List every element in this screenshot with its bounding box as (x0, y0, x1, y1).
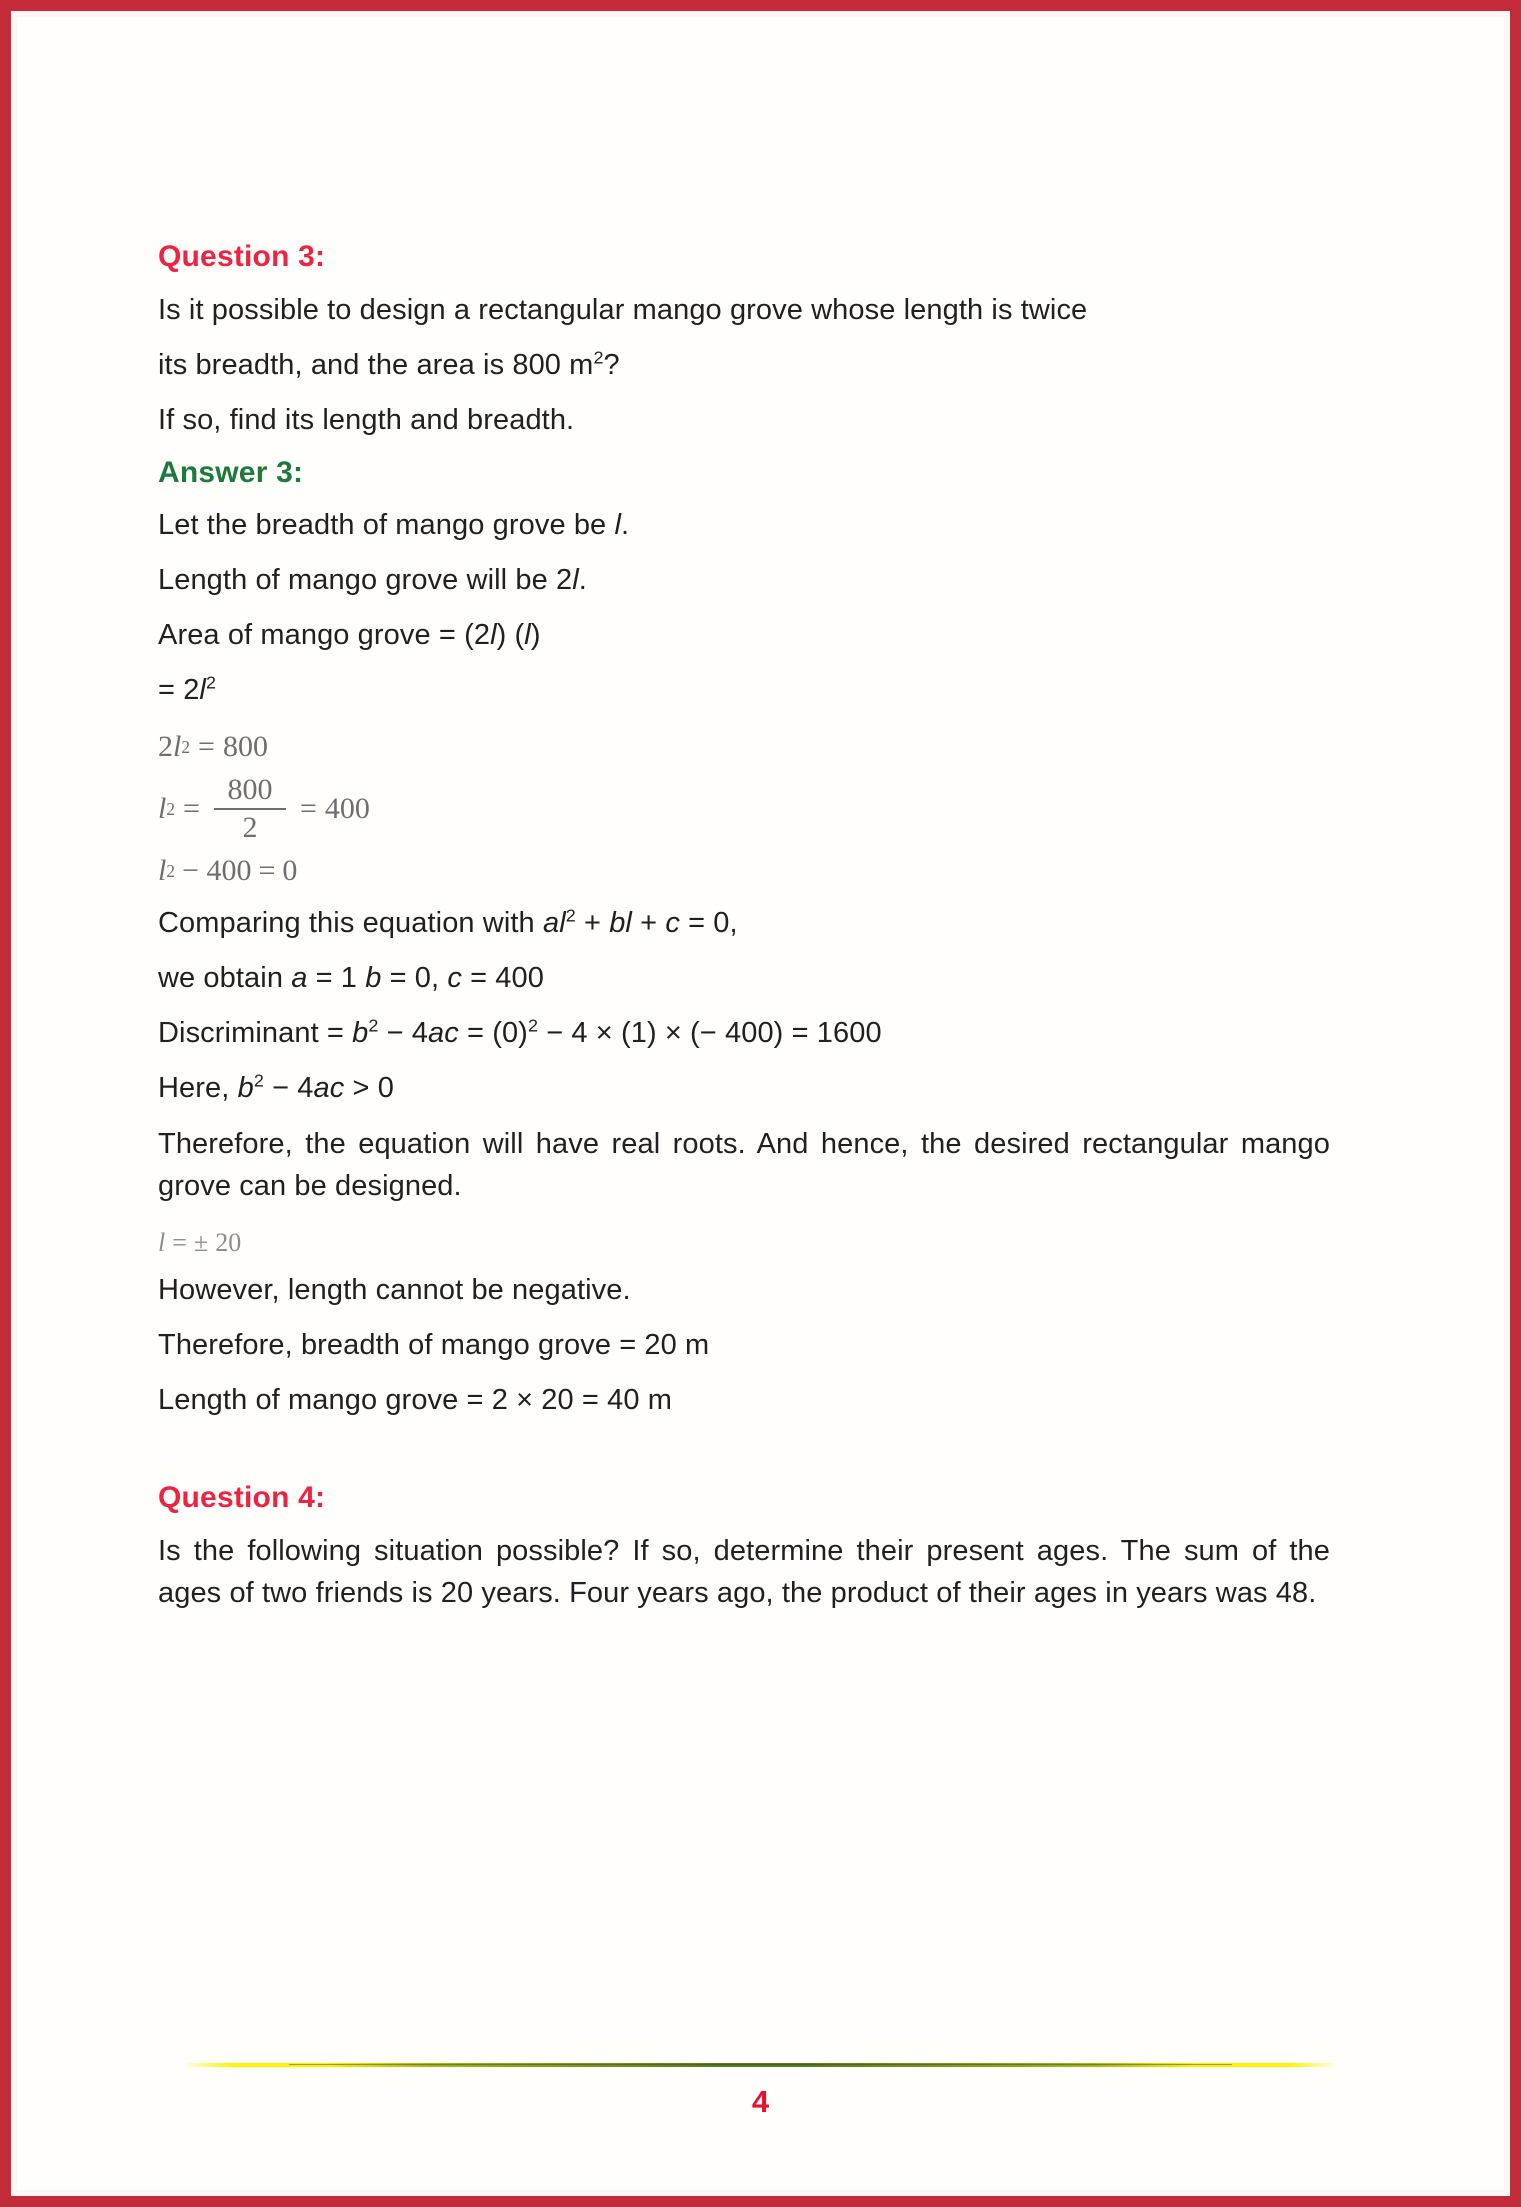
here-middle: − 4 (263, 1072, 314, 1105)
answer-3-length-prefix: Length of mango grove will be 2 (158, 564, 573, 597)
equation-l-equals-plus-minus-20 (158, 1229, 1330, 1256)
answer-3-area-middle: ) ( (496, 619, 525, 652)
equation-2-equals-second: = (299, 792, 317, 826)
equation-image-block (158, 731, 1330, 886)
equation-2l2-equals-800: 2 l 2 = 800 (158, 730, 268, 764)
equation-4-equals: = (172, 1227, 187, 1257)
equation-l2-equals-800-over-2: l 2 = $\frac{800}{2}$ = 400 (158, 772, 370, 844)
obtain-prefix: we obtain (158, 962, 292, 995)
variable-l: l (625, 907, 632, 940)
equation-l2-minus-400-equals-0: l 2 − 400 = 0 (158, 853, 298, 887)
discriminant-exponent-1: 2 (368, 1015, 379, 1036)
variable-b: b (237, 1072, 254, 1105)
discriminant-middle-2: = (0) (458, 1017, 528, 1050)
comparing-exponent: 2 (565, 905, 576, 926)
variable-l: l (199, 674, 206, 707)
obtain-c-value: = 400 (461, 962, 544, 995)
answer-3-comparing-line (158, 902, 1330, 944)
variable-l: l (524, 619, 531, 652)
equation-3-minus-term: − 400 (182, 853, 252, 887)
equation-2-variable: l (158, 792, 167, 826)
page-number: 4 (751, 2084, 770, 2119)
question-3-line-2-superscript: 2 (593, 346, 604, 367)
question-3-line-3-text: If so, find its length and breadth. (158, 403, 575, 436)
answer-3-line-area-expression (158, 614, 1330, 656)
comparing-suffix: = 0, (679, 907, 738, 940)
equation-3-equals: = (258, 853, 276, 887)
equation-3-variable: l (158, 853, 167, 887)
fraction-denominator: 2 (242, 810, 258, 844)
page-footer (0, 2048, 1521, 2168)
question-3-line-2-suffix: ? (603, 348, 620, 381)
variable-c: c (665, 907, 680, 940)
answer-3-discriminant-line (158, 1012, 1330, 1054)
variable-a: a (291, 962, 308, 995)
equation-2-rhs: 400 (324, 792, 370, 826)
equation-4-value: 20 (215, 1227, 242, 1257)
here-prefix: Here, (158, 1072, 238, 1105)
variable-a: a (542, 907, 560, 940)
answer-3-line-length-definition (158, 559, 1330, 601)
question-3-line-3 (158, 399, 1330, 441)
variable-l: l (559, 907, 566, 940)
question-3-line-2-prefix: its breadth, and the area is 800 m (158, 348, 594, 381)
answer-3-breadth-suffix: . (621, 509, 630, 542)
here-exponent: 2 (253, 1070, 264, 1091)
obtain-b-value: = 0, (381, 962, 448, 995)
equation-4-plus-minus-sign: ± (193, 1227, 209, 1257)
comparing-plus-2: + (631, 907, 666, 940)
answer-3-here-condition-line (158, 1067, 1330, 1109)
question-3-heading: Question 3: (158, 240, 326, 273)
answer-3-breadth-result: Therefore, breadth of mango grove = 20 m (158, 1328, 710, 1361)
answer-3-heading: Answer 3: (158, 455, 304, 489)
answer-3-simplified-superscript: 2 (205, 672, 217, 693)
equation-1-rhs: 800 (222, 730, 268, 764)
fraction-800-over-2 (214, 772, 286, 844)
answer-3-breadth-prefix: Let the breadth of mango grove be (158, 509, 615, 542)
variable-l: l (614, 509, 621, 542)
question-4-heading: Question 4: (158, 1481, 326, 1515)
footer-decorative-rule (186, 2060, 1335, 2070)
answer-3-conclusion-paragraph: Therefore, the equation will have real roots. And hence, the desired rectangular mango grove can be designed. (158, 1127, 1330, 1202)
variable-c: c (447, 962, 462, 995)
answer-3-coefficients-line (158, 957, 1330, 999)
question-3-line-1-text: Is it possible to design a rectangular mango grove whose length is twice (158, 293, 1088, 326)
variable-b: b (352, 1017, 369, 1050)
question-3-line-2 (158, 344, 1330, 386)
page-content (158, 238, 1330, 1614)
answer-3-negative-note: However, length cannot be negative. (158, 1273, 631, 1306)
comparing-plus-1: + (575, 907, 610, 940)
equation-4-variable: l (158, 1227, 166, 1257)
here-suffix: > 0 (344, 1072, 394, 1105)
equation-2-equals-first: = (183, 792, 200, 826)
answer-3-simplified-prefix: = 2 (158, 674, 200, 707)
discriminant-exponent-2: 2 (527, 1015, 539, 1036)
question-3-line-1 (158, 289, 1330, 331)
variable-l: l (490, 619, 497, 652)
variable-ac: ac (428, 1017, 459, 1050)
answer-3-area-prefix: Area of mango grove = (2 (158, 619, 491, 652)
equation-1-coefficient: 2 (158, 730, 173, 764)
equation-3-rhs: 0 (282, 853, 298, 887)
discriminant-middle-1: − 4 (378, 1017, 428, 1050)
discriminant-suffix: − 4 × (1) × (− 400) = 1600 (538, 1017, 882, 1050)
fraction-numerator: 800 (227, 772, 273, 806)
obtain-a-value: = 1 (307, 962, 366, 995)
equation-1-equals: = (198, 730, 215, 764)
answer-3-length-result: Length of mango grove = 2 × 20 = 40 m (158, 1384, 672, 1416)
equation-1-variable: l (173, 730, 182, 764)
question-4-paragraph: Is the following situation possible? If so, determine their present ages. The sum of the ages of two friends is 20 years. Four years ago, the product of their ages in years was 48. (158, 1534, 1330, 1609)
fraction-bar (214, 808, 286, 810)
answer-3-line-area-simplified (158, 669, 1330, 711)
answer-3-length-suffix: . (578, 564, 587, 597)
variable-b: b (609, 907, 626, 940)
variable-b: b (365, 962, 382, 995)
footer-rule-hairline (289, 2064, 1231, 2065)
variable-l: l (572, 564, 579, 597)
variable-ac: ac (313, 1072, 345, 1105)
section-spacer (158, 1421, 1330, 1479)
answer-3-area-suffix: ) (530, 619, 541, 652)
discriminant-prefix: Discriminant = (158, 1017, 353, 1050)
comparing-prefix: Comparing this equation with (158, 907, 543, 940)
answer-3-line-breadth-definition (158, 504, 1330, 546)
